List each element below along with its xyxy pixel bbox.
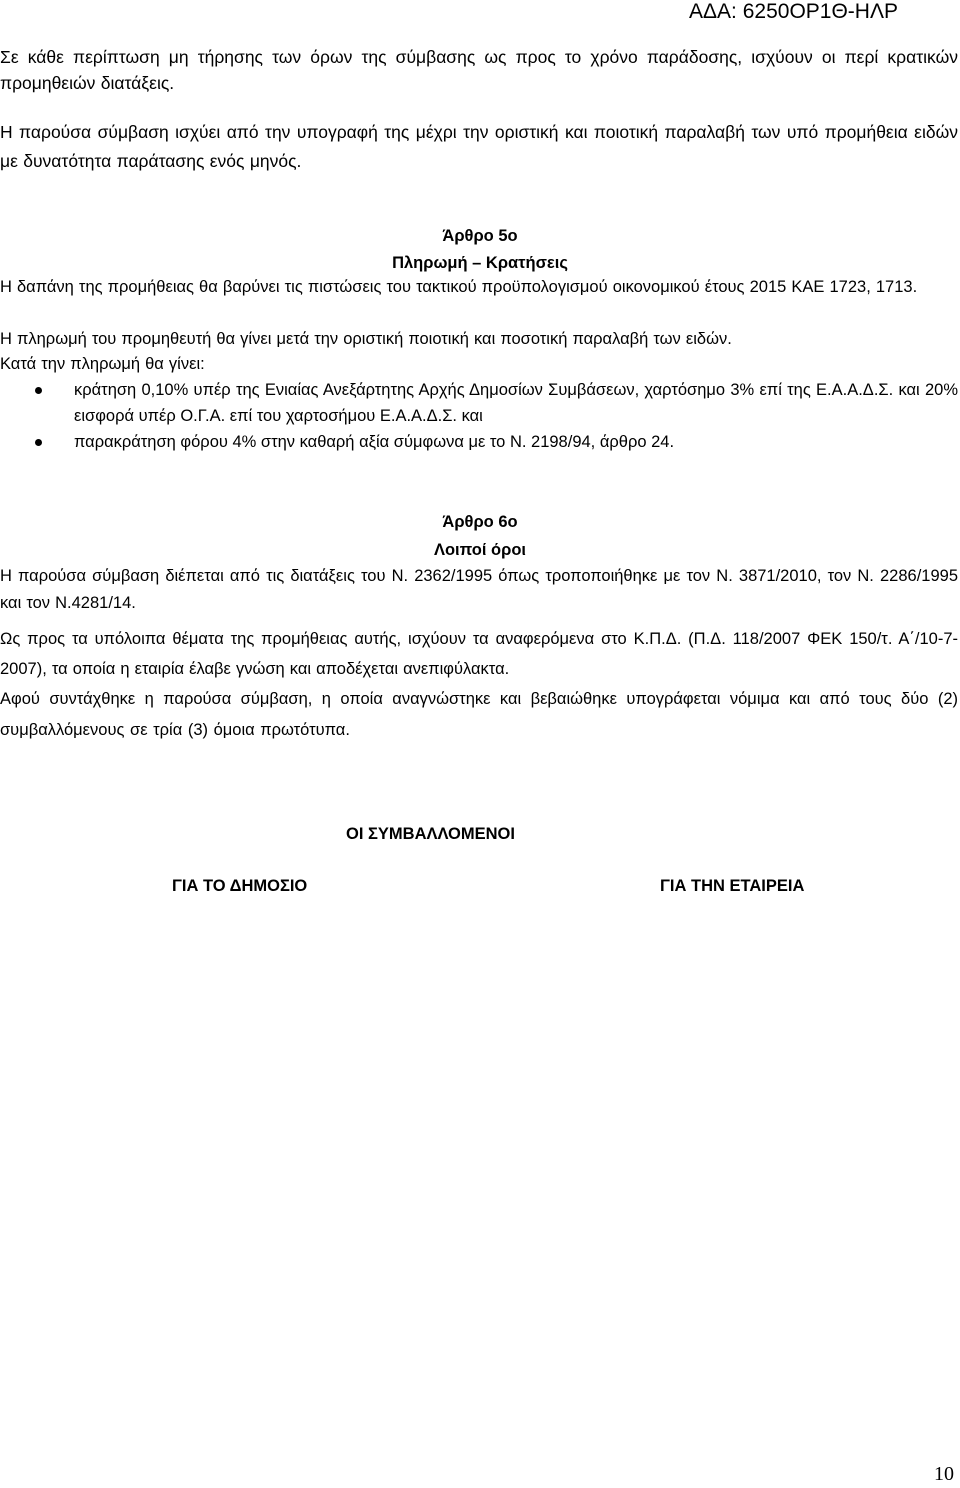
contract-validity-paragraph: Η παρούσα σύμβαση ισχύει από την υπογραφή της μέχρι την οριστική και ποιοτική παραλαβή των υπό προμήθεια ειδών με δυνατότητα παράτασης ενός μηνός. xyxy=(0,122,958,171)
bullet-icon xyxy=(35,439,42,446)
public-party-label: ΓΙΑ ΤΟ ΔΗΜΟΣΙΟ xyxy=(172,877,308,895)
article-6-title: Λοιποί όροι xyxy=(433,541,527,559)
delivery-terms-paragraph: Σε κάθε περίπτωση μη τήρησης των όρων της σύμβασης ως προς το χρόνο παράδοσης, ισχύουν οι περί κρατικών προμηθειών διατάξεις. xyxy=(0,47,958,93)
list-item xyxy=(0,377,958,429)
bullet-icon xyxy=(35,387,42,394)
other-matters-paragraph: Ως προς τα υπόλοιπα θέματα της προμήθειας αυτής, ισχύουν τα αναφερόμενα στο Κ.Π.Δ. (Π.Δ. 118/2007 ΦΕΚ 150/τ. Α΄/10-7-2007), τα οποία η εταιρία έλαβε γνώση και αποδέχεται ανεπιφύλακτα. xyxy=(0,630,958,678)
expense-paragraph: Η δαπάνη της προμήθειας θα βαρύνει τις πιστώσεις του τακτικού προϋπολογισμού οικονομικού έτους 2015 ΚΑΕ 1723, 1713. xyxy=(0,278,918,296)
deduction-text: παρακράτηση φόρου 4% στην καθαρή αξία σύμφωνα με το Ν. 2198/94, άρθρο 24. xyxy=(74,433,675,451)
governing-law-paragraph: Η παρούσα σύμβαση διέπεται από τις διατάξεις του Ν. 2362/1995 όπως τροποποιήθηκε με τον Ν. 3871/2010, τον Ν. 2286/1995 και τον Ν.4281/14. xyxy=(0,567,958,612)
list-item xyxy=(0,429,958,455)
deductions-intro: Κατά την πληρωμή θα γίνει: xyxy=(0,355,205,373)
deduction-text: κράτηση 0,10% υπέρ της Ενιαίας Ανεξάρτητης Αρχής Δημοσίων Συμβάσεων, χαρτόσημο 3% επί της Ε.Α.Α.Δ.Σ. και 20% εισφορά υπέρ Ο.Γ.Α. επί του χαρτοσήμου Ε.Α.Α.Δ.Σ. και xyxy=(74,381,958,425)
deductions-list xyxy=(0,377,960,455)
article-5-title: Πληρωμή – Κρατήσεις xyxy=(392,254,568,272)
page-number: 10 xyxy=(934,1463,954,1485)
payment-paragraph: Η πληρωμή του προμηθευτή θα γίνει μετά την οριστική ποιοτική και ποσοτική παραλαβή των ειδών. xyxy=(0,330,732,348)
ada-code: ΑΔΑ: 6250ΟΡ1Θ-ΗΛΡ xyxy=(689,0,898,23)
signing-paragraph: Αφού συντάχθηκε η παρούσα σύμβαση, η οποία αναγνώστηκε και βεβαιώθηκε υπογράφεται νόμιμα και από τους δύο (2) συμβαλλόμενους σε τρία (3) όμοια πρωτότυπα. xyxy=(0,690,958,739)
article-6-number: Άρθρο 6ο xyxy=(442,513,518,531)
article-5-number: Άρθρο 5ο xyxy=(442,227,518,245)
signatories-title: ΟΙ ΣΥΜΒΑΛΛΟΜΕΝΟΙ xyxy=(346,825,515,843)
company-party-label: ΓΙΑ ΤΗΝ ΕΤΑΙΡΕΙΑ xyxy=(660,877,805,895)
